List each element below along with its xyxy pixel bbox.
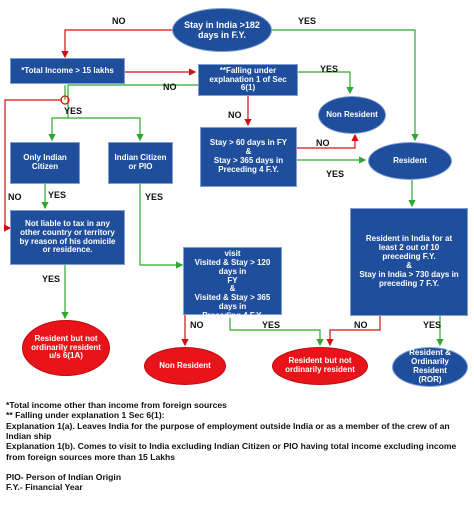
label-yes-stay60: YES [326,169,345,179]
falling-under-node: **Falling under explanation 1 of Sec 6(1) [198,64,298,96]
non-resident-top-node: Non Resident [318,96,386,134]
arrow-falling-to-nonresident [298,72,350,93]
rnor-6-1a-node: Resident but not ordinarily resident u/s 6(1A) [22,320,110,376]
label-no-2of10: NO [354,320,368,330]
label-yes-comes: YES [262,320,281,330]
label-yes-onlyindian: YES [48,190,67,200]
note-total-income: *Total income other than income from foreign sources [6,400,227,410]
label-yes-income: YES [64,106,83,116]
ror-node: Resident & Ordinarily Resident (ROR) [392,347,468,387]
label-yes-start: YES [298,16,317,26]
label-yes-2of10: YES [423,320,442,330]
footnotes [6,400,472,493]
indian-pio-node: Indian Citizen or PIO [108,142,173,184]
only-indian-node: Only Indian Citizen [10,142,80,184]
label-no-start: NO [112,16,126,26]
note-falling-under: ** Falling under explanation 1 Sec 6(1): [6,410,165,421]
note-fy: F.Y.- Financial Year [6,482,83,493]
stay-60-node: Stay > 60 days in FY & Stay > 365 days in Preceding 4 F.Y. [200,127,297,187]
label-yes-falling: YES [320,64,339,74]
label-no-loop: NO [8,192,22,202]
label-yes-pio: YES [145,192,164,202]
non-resident-bottom-node: Non Resident [144,347,226,385]
note-explanation-1a: Explanation 1(a). Leaves India for the purpose of employment outside India or as a member of the crew of an Indian ship [6,420,450,441]
label-yes-notliable: YES [42,274,61,284]
rnor-node: Resident but not ordinarily resident [272,347,368,385]
note-pio: PIO- Person of Indian Origin [6,471,122,482]
resident-node: Resident [368,142,452,180]
total-income-node: *Total Income > 15 lakhs [10,58,125,84]
arrow-branch-to-pio [68,118,140,140]
label-no-falling: NO [228,110,242,120]
label-no-stay60: NO [316,138,330,148]
resident-2of10-node: Resident in India for at least 2 out of 10 preceding F.Y. & Stay in India > 730 days in preceding 7 F.Y. [350,208,468,316]
start-node: Stay in India >182 days in F.Y. [172,8,272,52]
label-no-income: NO [163,82,177,92]
note-spacer [6,462,472,472]
comes-to-india-node: Comes to India for a visit Visited & Stay > 120 days in FY & Visited & Stay > 365 days in Preceding 4 F.Y. [183,247,282,315]
arrow-start-to-total-income [65,30,175,57]
label-no-comes: NO [190,320,204,330]
note-explanation-1b: Explanation 1(b). Comes to visit to India excluding Indian Citizen or PIO having total income excluding income from foreign sources more than 15 Lakhs [6,441,457,462]
not-liable-node: Not liable to tax in any other country or territory by reason of his domicile or residence. [10,210,125,265]
